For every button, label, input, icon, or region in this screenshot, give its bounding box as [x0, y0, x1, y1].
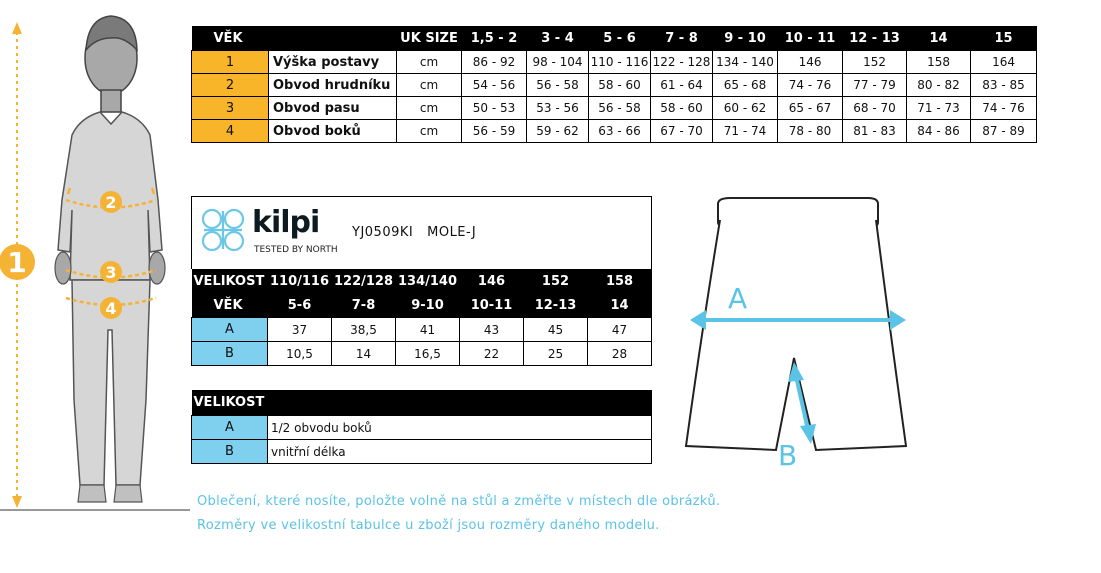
- cell: 146: [778, 51, 843, 74]
- header-cell: 12-13: [524, 293, 588, 318]
- table-row: [192, 440, 652, 464]
- cell: 81 - 83: [843, 120, 907, 143]
- cell: 22: [460, 342, 524, 366]
- cell: 78 - 80: [778, 120, 843, 143]
- row-desc: vnitřní délka: [268, 440, 652, 464]
- table-row: [192, 318, 652, 342]
- cell: 74 - 76: [778, 74, 843, 97]
- legend-header-label: VELIKOST: [192, 390, 652, 416]
- table-row: [192, 97, 1037, 120]
- cell: 58 - 60: [651, 97, 713, 120]
- header-col: 10 - 11: [778, 26, 843, 51]
- row-index: A: [192, 416, 268, 440]
- cell: 38,5: [332, 318, 396, 342]
- cell: 53 - 56: [527, 97, 589, 120]
- table-row: [192, 416, 652, 440]
- label-a: A: [728, 282, 748, 315]
- header-cell: 9-10: [396, 293, 460, 318]
- header-cell: VĚK: [192, 293, 268, 318]
- cell: 98 - 104: [527, 51, 589, 74]
- table-row: [192, 51, 1037, 74]
- cell: 56 - 59: [462, 120, 527, 143]
- header-cell: VELIKOST: [192, 269, 268, 293]
- cell: 122 - 128: [651, 51, 713, 74]
- row-index: B: [192, 342, 268, 366]
- row-label: Obvod hrudníku: [269, 74, 397, 97]
- header-uk-size: UK SIZE: [397, 26, 462, 51]
- header-col: 3 - 4: [527, 26, 589, 51]
- header-cell: 110/116: [268, 269, 332, 293]
- model-note: Rozměry ve velikostní tabulce u zboží jsou rozměry daného modelu.: [197, 518, 660, 533]
- row-label: Obvod boků: [269, 120, 397, 143]
- cell: 56 - 58: [527, 74, 589, 97]
- cell: 59 - 62: [527, 120, 589, 143]
- cell: 65 - 67: [778, 97, 843, 120]
- header-age: VĚK: [192, 26, 397, 51]
- cell: 67 - 70: [651, 120, 713, 143]
- cell: 37: [268, 318, 332, 342]
- header-cell: 146: [460, 269, 524, 293]
- size-table-header: [192, 26, 1037, 51]
- cell: 65 - 68: [713, 74, 778, 97]
- marker-4: 4: [105, 299, 117, 318]
- row-index: A: [192, 318, 268, 342]
- cell: 71 - 73: [907, 97, 971, 120]
- cell: 87 - 89: [971, 120, 1037, 143]
- size-table: [191, 26, 1037, 143]
- cell: 80 - 82: [907, 74, 971, 97]
- header-cell: 134/140: [396, 269, 460, 293]
- cell: 41: [396, 318, 460, 342]
- product-model: YJ0509KI MOLE-J: [352, 225, 477, 240]
- cell: 158: [907, 51, 971, 74]
- brand-tagline: TESTED BY NORTH: [254, 245, 338, 255]
- cell: 45: [524, 318, 588, 342]
- cell: 25: [524, 342, 588, 366]
- legend-table: [191, 390, 652, 464]
- table-row: [192, 120, 1037, 143]
- row-unit: cm: [397, 97, 462, 120]
- header-cell: 7-8: [332, 293, 396, 318]
- header-col: 15: [971, 26, 1037, 51]
- cell: 16,5: [396, 342, 460, 366]
- cell: 164: [971, 51, 1037, 74]
- legend-header: [192, 390, 652, 416]
- row-index: 2: [192, 74, 269, 97]
- cell: 110 - 116: [589, 51, 651, 74]
- row-unit: cm: [397, 120, 462, 143]
- instruction-note: Oblečení, které nosíte, položte volně na stůl a změřte v místech dle obrázků.: [197, 494, 721, 509]
- cell: 63 - 66: [589, 120, 651, 143]
- header-col: 14: [907, 26, 971, 51]
- shorts-illustration: [680, 190, 920, 480]
- cell: 84 - 86: [907, 120, 971, 143]
- cell: 86 - 92: [462, 51, 527, 74]
- cell: 74 - 76: [971, 97, 1037, 120]
- brand-logo: [196, 203, 336, 263]
- child-figure: [0, 0, 190, 573]
- cell: 71 - 74: [713, 120, 778, 143]
- cell: 61 - 64: [651, 74, 713, 97]
- header-col: 12 - 13: [843, 26, 907, 51]
- cell: 43: [460, 318, 524, 342]
- brand-name: kilpi: [252, 205, 320, 240]
- cell: 77 - 79: [843, 74, 907, 97]
- cell: 47: [588, 318, 652, 342]
- header-cell: 158: [588, 269, 652, 293]
- cell: 56 - 58: [589, 97, 651, 120]
- product-table: [191, 196, 652, 366]
- row-index: 3: [192, 97, 269, 120]
- cell: 10,5: [268, 342, 332, 366]
- header-col: 5 - 6: [589, 26, 651, 51]
- marker-3: 3: [105, 263, 117, 282]
- product-header: [192, 197, 652, 270]
- cell: 60 - 62: [713, 97, 778, 120]
- header-cell: 152: [524, 269, 588, 293]
- cell: 28: [588, 342, 652, 366]
- header-col: 9 - 10: [713, 26, 778, 51]
- row-unit: cm: [397, 74, 462, 97]
- header-cell: 122/128: [332, 269, 396, 293]
- kilpi-knot-icon: [196, 203, 250, 257]
- row-label: Výška postavy: [269, 51, 397, 74]
- product-header-size: [192, 269, 652, 293]
- row-index: 4: [192, 120, 269, 143]
- header-cell: 14: [588, 293, 652, 318]
- header-cell: 5-6: [268, 293, 332, 318]
- header-col: 1,5 - 2: [462, 26, 527, 51]
- row-desc: 1/2 obvodu boků: [268, 416, 652, 440]
- marker-2: 2: [105, 193, 117, 212]
- header-col: 7 - 8: [651, 26, 713, 51]
- marker-1: 1: [7, 246, 27, 279]
- table-row: [192, 74, 1037, 97]
- cell: 152: [843, 51, 907, 74]
- cell: 83 - 85: [971, 74, 1037, 97]
- cell: 58 - 60: [589, 74, 651, 97]
- row-unit: cm: [397, 51, 462, 74]
- cell: 54 - 56: [462, 74, 527, 97]
- table-row: [192, 342, 652, 366]
- cell: 134 - 140: [713, 51, 778, 74]
- cell: 68 - 70: [843, 97, 907, 120]
- row-index: 1: [192, 51, 269, 74]
- row-label: Obvod pasu: [269, 97, 397, 120]
- label-b: B: [778, 439, 798, 472]
- product-header-age: [192, 293, 652, 318]
- header-cell: 10-11: [460, 293, 524, 318]
- row-index: B: [192, 440, 268, 464]
- cell: 50 - 53: [462, 97, 527, 120]
- cell: 14: [332, 342, 396, 366]
